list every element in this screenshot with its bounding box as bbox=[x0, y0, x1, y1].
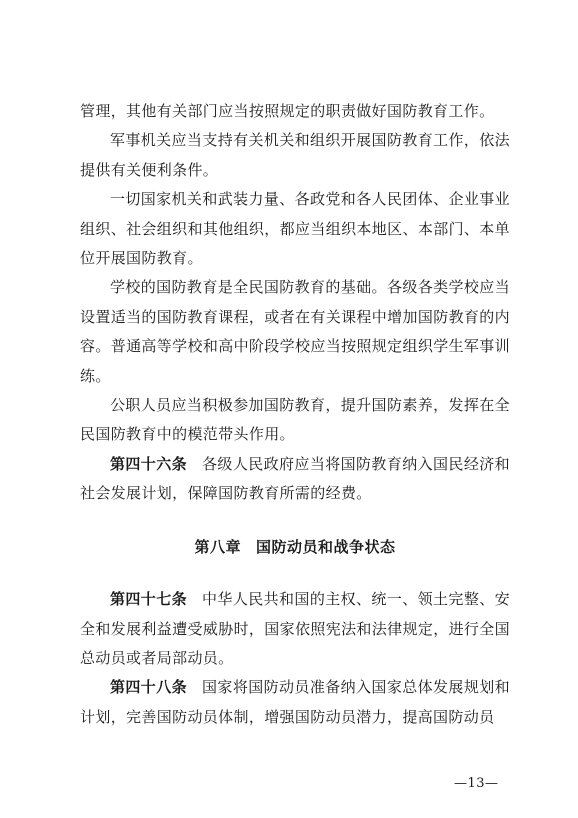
chapter-heading bbox=[80, 533, 510, 562]
article-text: 国家将国防动员准备纳入国家总体发展规划和计划，完善国防动员体制，增强国防动员潜力，提高国防动员 bbox=[80, 678, 510, 726]
paragraph bbox=[80, 273, 510, 391]
page-number: —13— bbox=[454, 776, 499, 791]
paragraph bbox=[80, 185, 510, 273]
paragraph bbox=[80, 97, 510, 126]
article-number: 第四十六条 bbox=[110, 454, 188, 473]
article-paragraph bbox=[80, 450, 510, 509]
chapter-number: 第八章 bbox=[194, 537, 241, 556]
article-number: 第四十七条 bbox=[110, 590, 188, 609]
article-text: 中华人民共和国的主权、统一、领土完整、安全和发展利益遭受威胁时，国家依照宪法和法律规定，进行全国总动员或者局部动员。 bbox=[80, 590, 510, 667]
paragraph bbox=[80, 126, 510, 185]
paragraph-text: 一切国家机关和武装力量、各政党和各人民团体、企业事业组织、社会组织和其他组织，都应当组织本地区、本部门、本单位开展国防教育。 bbox=[80, 190, 510, 268]
article-paragraph bbox=[80, 673, 510, 732]
paragraph-text: 管理，其他有关部门应当按照规定的职责做好国防教育工作。 bbox=[80, 102, 495, 120]
paragraph-text: 学校的国防教育是全民国防教育的基础。各级各类学校应当设置适当的国防教育课程，或者在有关课程中增加国防教育的内容。普通高等学校和高中阶段学校应当按照规定组织学生军事训练。 bbox=[80, 278, 510, 385]
paragraph-text: 军事机关应当支持有关机关和组织开展国防教育工作，依法提供有关便利条件。 bbox=[80, 131, 510, 179]
article-text: 各级人民政府应当将国防教育纳入国民经济和社会发展计划，保障国防教育所需的经费。 bbox=[80, 454, 510, 503]
article-paragraph bbox=[80, 585, 510, 673]
paragraph bbox=[80, 391, 510, 450]
body-text bbox=[80, 97, 510, 732]
article-number: 第四十八条 bbox=[110, 678, 188, 697]
chapter-title: 国防动员和战争状态 bbox=[256, 537, 396, 556]
paragraph-text: 公职人员应当积极参加国防教育，提升国防素养，发挥在全民国防教育中的模范带头作用。 bbox=[80, 396, 510, 444]
